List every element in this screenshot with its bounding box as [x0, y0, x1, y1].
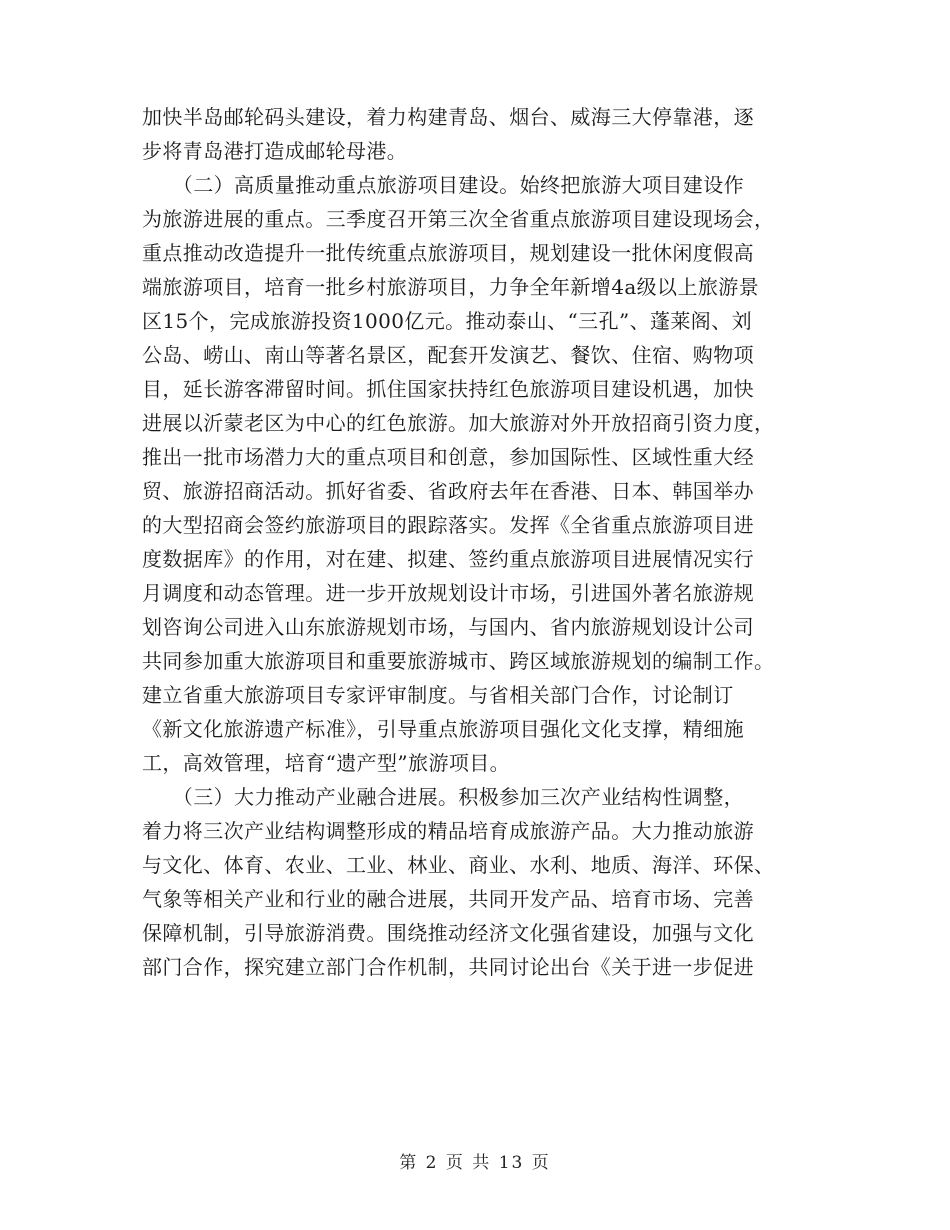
text-line: 度数据库》的作用，对在建、拟建、签约重点旅游项目进展情况实行 — [142, 547, 754, 571]
paragraph-cruise-ports — [142, 100, 806, 168]
paragraph-key-projects — [142, 168, 806, 780]
text-line: 重点推动改造提升一批传统重点旅游项目，规划建设一批休闲度假高 — [142, 241, 754, 265]
text-line: 划咨询公司进入山东旅游规划市场，与国内、省内旅游规划设计公司 — [142, 615, 754, 639]
text-line: 《新文化旅游遗产标准》，引导重点旅游项目强化文化支撑，精细施 — [142, 717, 744, 741]
text-line: （二）高质量推动重点旅游项目建设。始终把旅游大项目建设作 — [142, 173, 744, 197]
text-line: 建立省重大旅游项目专家评审制度。与省相关部门合作，讨论制订 — [142, 683, 734, 707]
text-line: 区15个，完成旅游投资1000亿元。推动泰山、“三孔”、蓬莱阁、刘 — [142, 309, 752, 333]
text-line: 的大型招商会签约旅游项目的跟踪落实。发挥《全省重点旅游项目进 — [142, 513, 754, 537]
text-line: 保障机制，引导旅游消费。围绕推动经济文化强省建设，加强与文化 — [142, 921, 754, 945]
text-line: 推出一批市场潜力大的重点项目和创意，参加国际性、区域性重大经 — [142, 445, 754, 469]
text-line: 为旅游进展的重点。三季度召开第三次全省重点旅游项目建设现场会， — [142, 207, 775, 231]
text-line: 部门合作，探究建立部门合作机制，共同讨论出台《关于进一步促进 — [142, 955, 754, 979]
text-line: 工，高效管理，培育“遗产型”旅游项目。 — [142, 751, 511, 775]
text-line: 进展以沂蒙老区为中心的红色旅游。加大旅游对外开放招商引资力度， — [142, 411, 775, 435]
page-footer: 第 2 页 共 13 页 — [399, 1153, 551, 1173]
text-line: 共同参加重大旅游项目和重要旅游城市、跨区域旅游规划的编制工作。 — [142, 649, 775, 673]
text-line: 贸、旅游招商活动。抓好省委、省政府去年在香港、日本、韩国举办 — [142, 479, 754, 503]
document-body — [142, 100, 806, 984]
text-line: 气象等相关产业和行业的融合进展，共同开发产品、培育市场、完善 — [142, 887, 754, 911]
text-line: 公岛、崂山、南山等著名景区，配套开发演艺、餐饮、住宿、购物项 — [142, 343, 754, 367]
text-line: 加快半岛邮轮码头建设，着力构建青岛、烟台、威海三大停靠港，逐 — [142, 105, 754, 129]
text-line: 目，延长游客滞留时间。抓住国家扶持红色旅游项目建设机遇，加快 — [142, 377, 754, 401]
text-line: 步将青岛港打造成邮轮母港。 — [142, 139, 408, 163]
text-line: 着力将三次产业结构调整形成的精品培育成旅游产品。大力推动旅游 — [142, 819, 754, 843]
paragraph-industry-integration — [142, 780, 806, 984]
text-line: （三）大力推动产业融合进展。积极参加三次产业结构性调整， — [142, 785, 744, 809]
text-line: 端旅游项目，培育一批乡村旅游项目，力争全年新增4a级以上旅游景 — [142, 275, 760, 299]
text-line: 月调度和动态管理。进一步开放规划设计市场，引进国外著名旅游规 — [142, 581, 754, 605]
text-line: 与文化、体育、农业、工业、林业、商业、水利、地质、海洋、环保、 — [142, 853, 775, 877]
